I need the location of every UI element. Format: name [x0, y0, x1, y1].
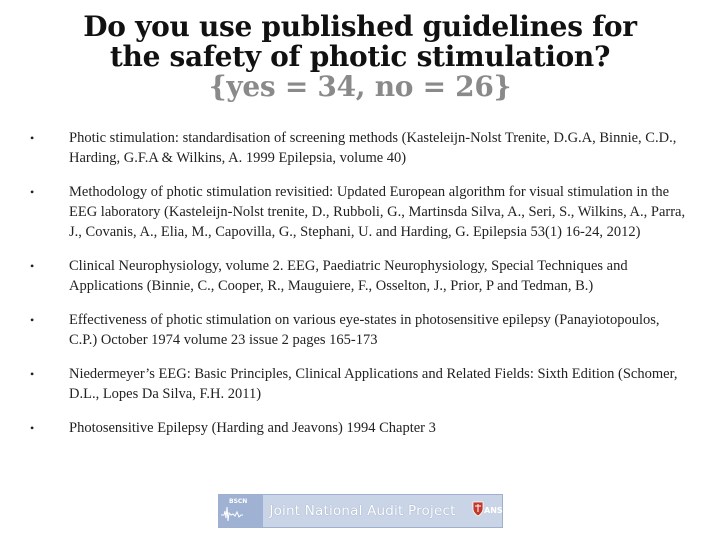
reference-item [26, 418, 686, 438]
shield-icon [472, 501, 484, 517]
eeg-wave-icon [221, 503, 243, 523]
survey-result-subtitle: {yes = 34, no = 26} [208, 70, 512, 103]
bullet-icon: • [30, 421, 35, 435]
title-line-1: Do you use published guidelines for [83, 10, 637, 43]
reference-item [26, 128, 686, 168]
reference-text: Methodology of photic stimulation revisitied: Updated European algorithm for visual stimulation in the EEG laboratory (Kasteleijn-Nolst trenite, D., Rubboli, G., Martinsda Silva, A., Seri, S., Wilkins, A., Parra, J., Covanis, A., Elia, M., Capovilla, G., Stephani, U. and Harding, G. Epilepsia 53(1) 16-24, 2012) [69, 184, 686, 240]
audit-project-banner [218, 494, 503, 528]
reference-item [26, 364, 686, 404]
reference-text: Photic stimulation: standardisation of screening methods (Kasteleijn-Nolst Trenite, D.G.A, Binnie, C.D., Harding, G.F.A & Wilkins, A. 1999 Epilepsia, volume 40) [69, 130, 677, 166]
slide-title [40, 12, 680, 102]
reference-text: Effectiveness of photic stimulation on various eye-states in photosensitive epilepsy (Panayiotopoulos, C.P.) October 1974 volume 23 issue 2 pages 165-173 [69, 312, 660, 348]
reference-text: Niedermeyer’s EEG: Basic Principles, Clinical Applications and Related Fields: Sixth Edition (Schomer, D.L., Lopes Da Silva, F.H. 2011) [69, 366, 678, 402]
reference-item [26, 182, 686, 242]
reference-text: Clinical Neurophysiology, volume 2. EEG, Paediatric Neurophysiology, Special Techniques and Applications (Binnie, C., Cooper, R., Mauguiere, F., Osselton, J., Prior, P and Tedman, B.) [69, 258, 628, 294]
ans-logo-text: ANS [484, 506, 503, 515]
reference-list [26, 128, 686, 438]
title-line-2: the safety of photic stimulation? [109, 40, 611, 73]
bscn-logo [219, 495, 263, 527]
bullet-icon: • [30, 313, 35, 327]
bullet-icon: • [30, 131, 35, 145]
bullet-icon: • [30, 367, 35, 381]
bullet-icon: • [30, 259, 35, 273]
bscn-logo-text: BSCN [229, 498, 248, 505]
ans-logo [462, 495, 502, 527]
reference-item [26, 310, 686, 350]
bullet-icon: • [30, 185, 35, 199]
reference-text: Photosensitive Epilepsy (Harding and Jeavons) 1994 Chapter 3 [69, 420, 436, 436]
banner-title: Joint National Audit Project [269, 503, 456, 519]
reference-item [26, 256, 686, 296]
